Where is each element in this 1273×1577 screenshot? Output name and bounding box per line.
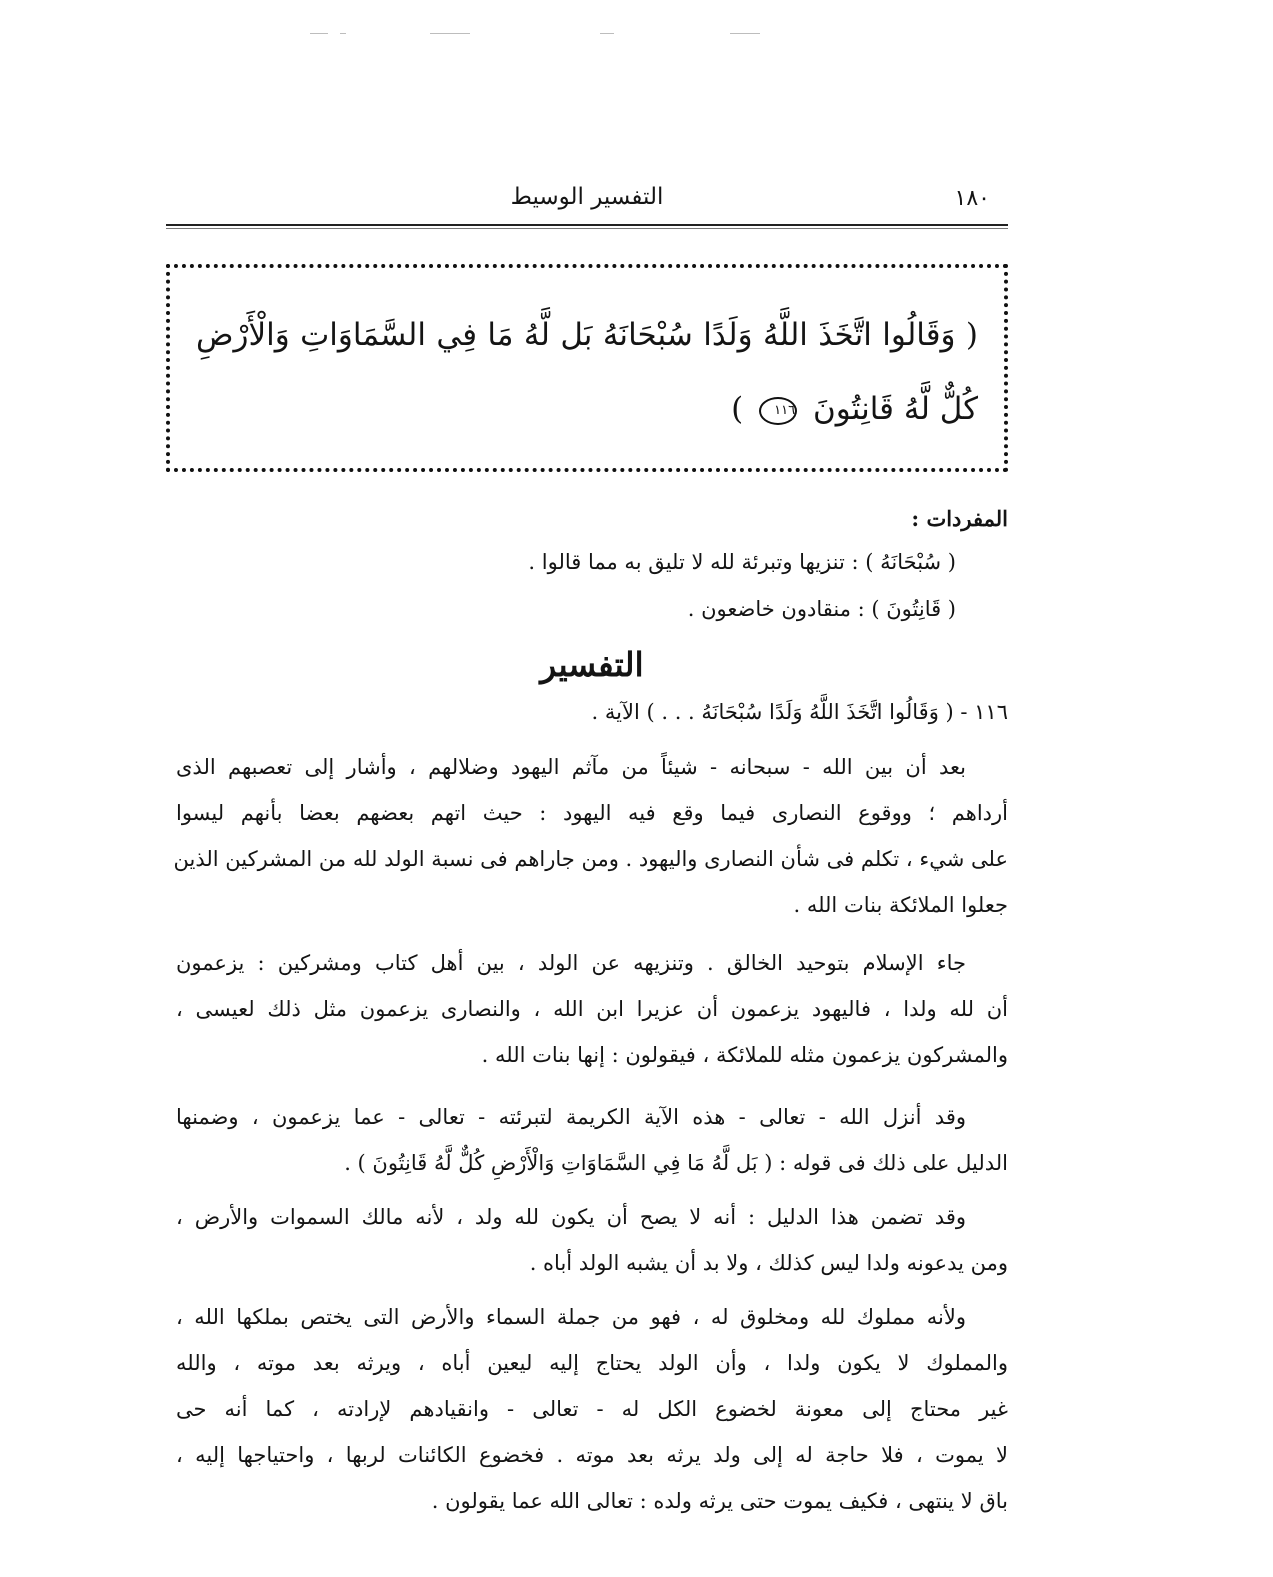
paragraph-line: جاء الإسلام بتوحيد الخالق . وتنزيهه عن الولد ، بين أهل كتاب ومشركين : يزعمون: [176, 951, 966, 975]
paragraph-line: والمملوك لا يكون ولدا ، وأن الولد يحتاج إليه ليعين أباه ، ويرثه بعد موته ، والله: [176, 1351, 1008, 1375]
paragraph-line: الدليل على ذلك فى قوله : ( بَل لَّهُ مَا فِي السَّمَاوَاتِ وَالْأَرْضِ كُلٌّ لَّهُ قَانِتُونَ ) .: [344, 1151, 1008, 1175]
header-rule-thin: [166, 228, 1008, 229]
vocab-heading: المفردات :: [911, 506, 1008, 531]
section-title: التفسير: [540, 645, 644, 684]
tafsir-section: [176, 640, 1008, 734]
vocab-item: ( قَانِتُونَ ) : منقادون خاضعون .: [687, 597, 956, 621]
ayah-number-marker: ١١٦: [759, 397, 797, 425]
header-rule: [166, 224, 1008, 226]
verse-reference-line: ١١٦ - ( وَقَالُوا اتَّخَذَ اللَّهُ وَلَدًا سُبْحَانَهُ . . . ) الآية .: [591, 700, 1008, 724]
paragraph-line: على شيء ، تكلم فى شأن النصارى واليهود . ومن جاراهم فى نسبة الولد لله من المشركين الذين: [173, 847, 1008, 871]
paragraph-5: [176, 1294, 1008, 1524]
verse-line-1: ( وَقَالُوا اتَّخَذَ اللَّهُ وَلَدًا سُبْحَانَهُ بَل لَّهُ مَا فِي السَّمَاوَاتِ وَالْأَرْضِ: [196, 317, 978, 353]
paragraph-line: باق لا ينتهى ، فكيف يموت حتى يرثه ولده : تعالى الله عما يقولون .: [431, 1489, 1008, 1513]
running-title: التفسير الوسيط: [510, 184, 664, 210]
paragraph-4: [176, 1194, 1008, 1286]
paragraph-line: غير محتاج إلى معونة لخضوع الكل له - تعالى - وانقيادهم لإرادته ، كما أنه حى: [176, 1397, 1008, 1421]
verse-close-bracket: ): [731, 391, 744, 427]
paragraph-1: [173, 744, 1008, 928]
paragraph-line: والمشركون يزعمون مثله للملائكة ، فيقولون : إنها بنات الله .: [481, 1043, 1008, 1067]
paragraph-2: [176, 940, 1008, 1078]
paragraph-line: أرداهم ؛ ووقوع النصارى فيما وقع فيه اليهود : حيث اتهم بعضهم بعضا بأنهم ليسوا: [176, 801, 1008, 825]
vocab-item: ( سُبْحَانَهُ ) : تنزيها وتبرئة لله لا تليق به مما قالوا .: [528, 550, 956, 574]
paragraph-line: جعلوا الملائكة بنات الله .: [793, 893, 1008, 917]
paragraph-line: ولأنه مملوك لله ومخلوق له ، فهو من جملة السماء والأرض التى يختص بملكها الله ،: [176, 1305, 966, 1329]
page-header: [166, 182, 1008, 222]
page-number: ١٨٠: [954, 186, 990, 211]
quran-verse: [196, 298, 978, 450]
paragraph-line: وقد أنزل الله - تعالى - هذه الآية الكريمة لتبرئته - تعالى - عما يزعمون ، وضمنها: [176, 1105, 966, 1129]
paragraph-3: [176, 1094, 1008, 1186]
paragraph-line: لا يموت ، فلا حاجة له إلى ولد يرثه بعد موته . فخضوع الكائنات لربها ، واحتياجها إليه ،: [176, 1443, 1008, 1467]
quran-verse-frame: [166, 264, 1008, 472]
verse-line-2: [196, 372, 978, 446]
vocabulary-section: [176, 500, 1008, 632]
verse-reference: [176, 690, 1008, 734]
paragraph-line: بعد أن بين الله - سبحانه - شيئاً من مآثم اليهود وضلالهم ، وأشار إلى تعصبهم الذى: [176, 755, 966, 779]
paragraph-line: أن لله ولدا ، فاليهود يزعمون أن عزيرا ابن الله ، والنصارى يزعمون مثل ذلك لعيسى ،: [176, 997, 1008, 1021]
paragraph-line: ومن يدعونه ولدا ليس كذلك ، ولا بد أن يشبه الولد أباه .: [529, 1251, 1008, 1275]
verse-line-2-text: كُلٌّ لَّهُ قَانِتُونَ: [812, 391, 978, 427]
paragraph-line: وقد تضمن هذا الدليل : أنه لا يصح أن يكون لله ولد ، لأنه مالك السموات والأرض ،: [176, 1205, 966, 1229]
scan-artifacts: [300, 33, 860, 37]
